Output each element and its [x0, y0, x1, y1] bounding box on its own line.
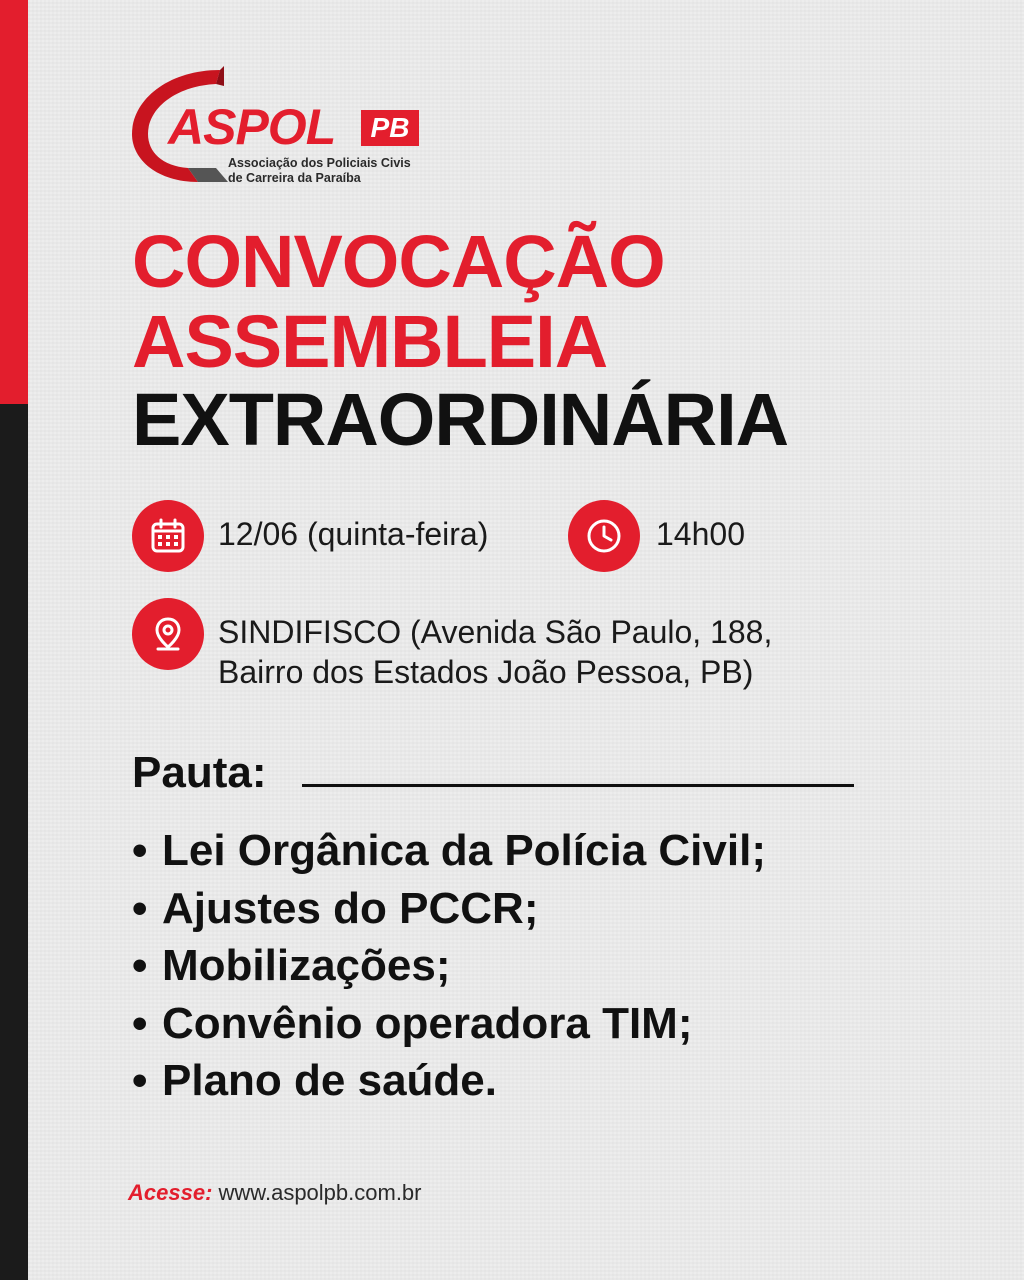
agenda-item: • Ajustes do PCCR;	[132, 883, 539, 933]
footer-website-link[interactable]: www.aspolpb.com.br	[218, 1180, 422, 1205]
left-black-stripe	[0, 404, 28, 1280]
agenda-item: • Lei Orgânica da Polícia Civil;	[132, 826, 766, 875]
logo-wordmark: ASPOL	[168, 99, 336, 155]
title-line-3: EXTRAORDINÁRIA	[132, 378, 789, 461]
title-line-2: ASSEMBLEIA	[132, 300, 608, 383]
clock-icon	[568, 500, 640, 572]
aspol-logo	[128, 64, 448, 192]
event-time: 14h00	[656, 516, 745, 552]
footer-label: Acesse:	[128, 1180, 213, 1205]
agenda-list	[132, 822, 766, 1110]
logo-subtitle-line1: Associação dos Policiais Civis	[228, 156, 411, 170]
calendar-icon	[132, 500, 204, 572]
event-location-line1: SINDIFISCO (Avenida São Paulo, 188,	[218, 614, 773, 650]
logo-subtitle-line2: de Carreira da Paraíba	[228, 171, 361, 185]
agenda-item: • Convênio operadora TIM;	[132, 998, 693, 1048]
title-line-1: CONVOCAÇÃO	[132, 220, 665, 303]
agenda-underline	[302, 784, 854, 787]
location-pin-icon	[132, 598, 204, 670]
event-location-line2: Bairro dos Estados João Pessoa, PB)	[218, 654, 754, 690]
agenda-item: • Mobilizações;	[132, 941, 451, 990]
footer	[128, 1180, 422, 1206]
event-date: 12/06 (quinta-feira)	[218, 516, 489, 552]
agenda-item: • Plano de saúde.	[132, 1056, 497, 1105]
agenda-heading: Pauta:	[132, 748, 267, 797]
left-red-stripe	[0, 0, 28, 404]
logo-state-badge: PB	[361, 110, 419, 146]
